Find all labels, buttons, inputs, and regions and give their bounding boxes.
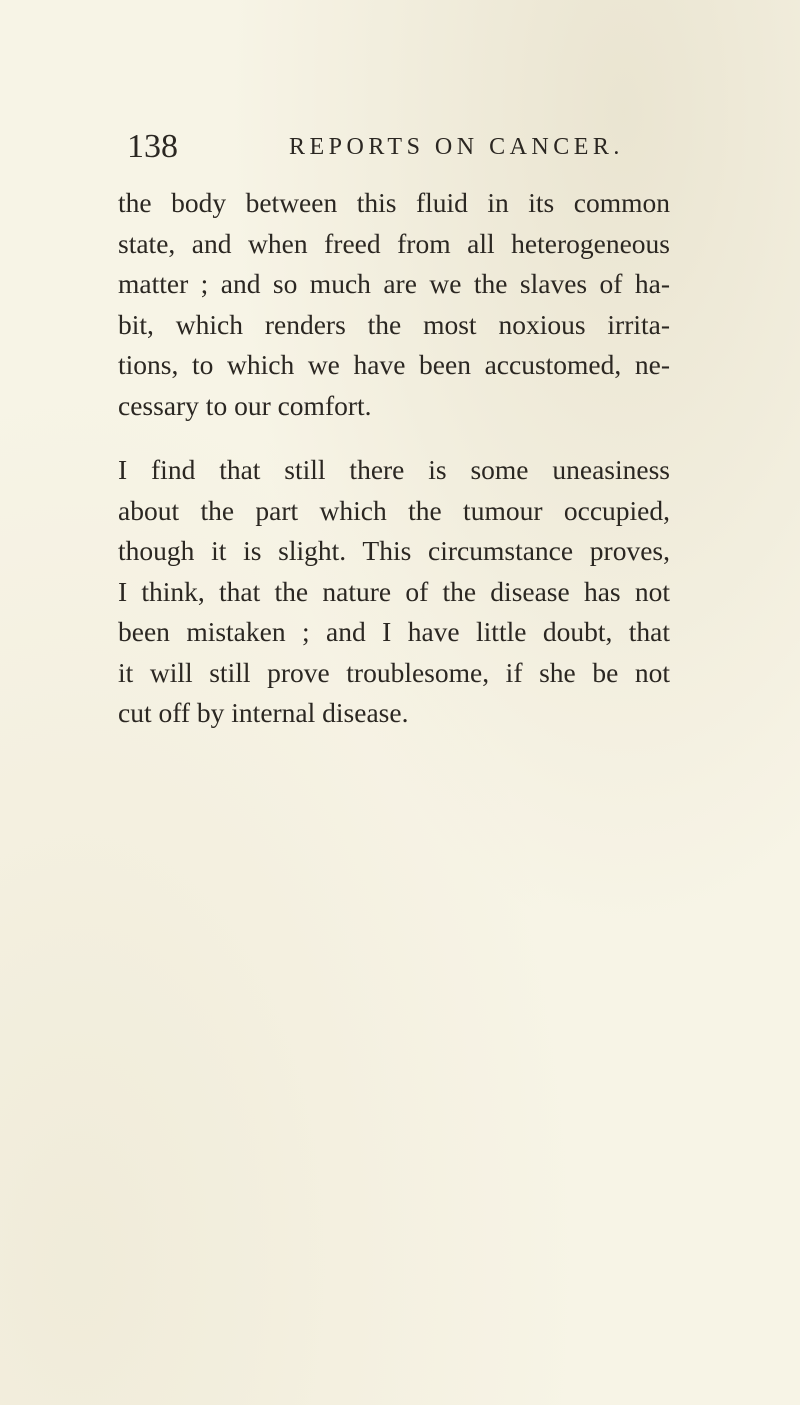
running-title: REPORTS ON CANCER. [289, 134, 624, 160]
paragraph-1 [118, 183, 670, 426]
text-line: state, and when freed from all heterogeneous [118, 227, 670, 259]
text-line: cessary to our comfort. [118, 389, 372, 421]
body-text [118, 183, 670, 734]
text-line: bit, which renders the most noxious irrita- [118, 308, 670, 340]
text-line: been mistaken ; and I have little doubt, that [118, 616, 670, 647]
paragraph-gap [118, 426, 670, 450]
text-line: about the part which the tumour occupied, [118, 494, 670, 526]
text-line: though it is slight. This circumstance proves, [118, 535, 670, 566]
text-line: I find that still there is some uneasiness [118, 454, 670, 485]
page-header [127, 128, 627, 168]
text-line: it will still prove troublesome, if she be not [118, 656, 670, 688]
paragraph-2 [118, 450, 670, 734]
text-line: tions, to which we have been accustomed, ne- [118, 349, 670, 380]
text-line: I think, that the nature of the disease has not [118, 575, 670, 607]
text-line: the body between this fluid in its common [118, 187, 670, 218]
text-line: matter ; and so much are we the slaves of ha- [118, 268, 670, 299]
page-number: 138 [127, 128, 178, 165]
text-line: cut off by internal disease. [118, 697, 409, 728]
